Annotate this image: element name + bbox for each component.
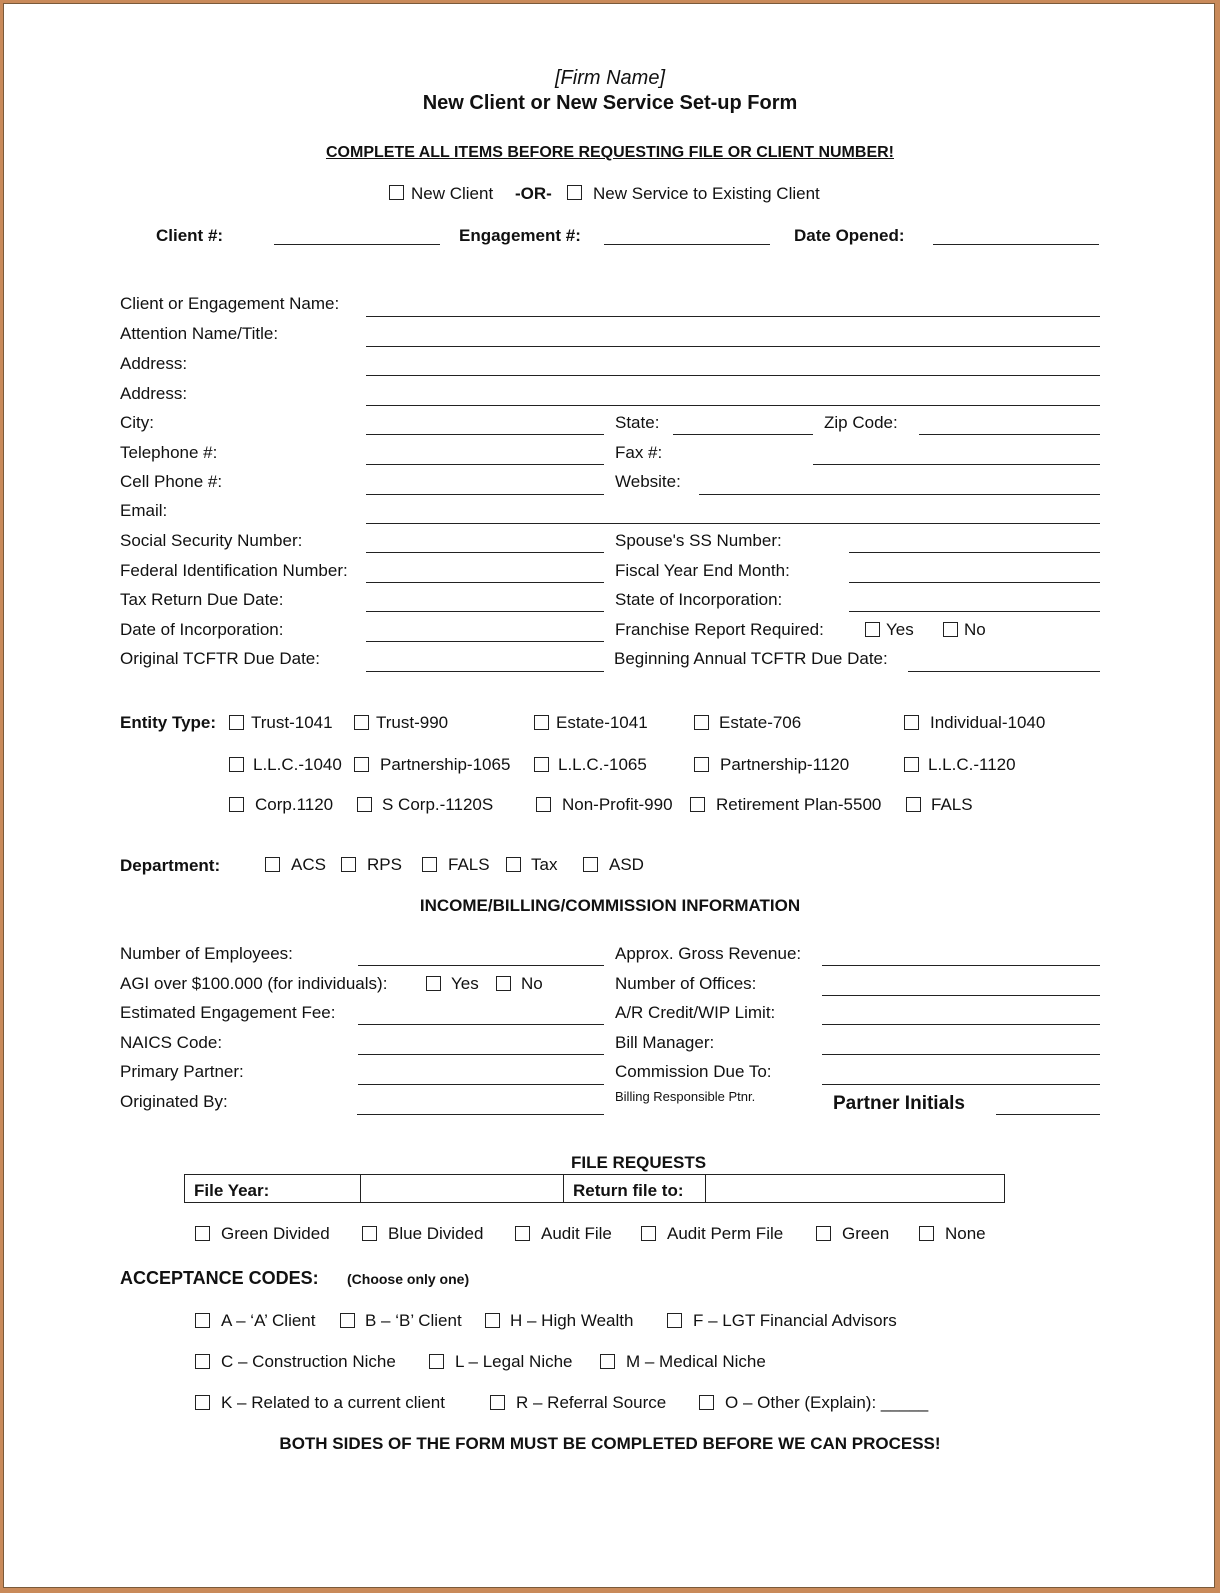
website-field[interactable] [699,494,1100,495]
department-option-label: Tax [531,855,558,874]
file-requests-table [184,1174,1005,1203]
file-request-checkbox[interactable] [515,1226,530,1241]
acceptance-option-label: H – High Wealth [510,1311,634,1330]
begin-tcftr-label: Beginning Annual TCFTR Due Date: [614,649,888,668]
entity-checkbox[interactable] [534,757,549,772]
acceptance-checkbox[interactable] [195,1313,210,1328]
file-request-label: Audit File [541,1224,612,1243]
naics-field[interactable] [358,1054,604,1055]
entity-checkbox[interactable] [690,797,705,812]
telephone-field[interactable] [366,464,604,465]
entity-checkbox[interactable] [904,757,919,772]
new-service-label: New Service to Existing Client [593,184,820,203]
billing-ptnr-label: Billing Responsible Ptnr. [615,1089,756,1104]
department-option-label: ASD [609,855,644,874]
entity-option-label: Individual-1040 [930,713,1046,732]
entity-option-label: Corp.1120 [255,795,334,814]
firm-name: [Firm Name] [555,67,665,89]
entity-checkbox[interactable] [229,797,244,812]
entity-checkbox[interactable] [694,757,709,772]
file-year-label: File Year: [194,1181,270,1200]
return-to-label: Return file to: [573,1181,684,1200]
franchise-no-checkbox[interactable] [943,622,958,637]
originated-label: Originated By: [120,1092,228,1111]
entity-checkbox[interactable] [354,757,369,772]
form-page [3,3,1215,1588]
new-service-checkbox[interactable] [567,185,582,200]
bill-manager-field[interactable] [822,1054,1100,1055]
zip-field[interactable] [919,434,1100,435]
department-option-label: FALS [448,855,490,874]
file-request-checkbox[interactable] [816,1226,831,1241]
city-label: City: [120,413,154,432]
cell-phone-field[interactable] [366,494,604,495]
client-name-label: Client or Engagement Name: [120,294,340,313]
commission-label: Commission Due To: [615,1062,772,1081]
return-to-input[interactable] [706,1175,1004,1202]
entity-option-label: Partnership-1120 [720,755,850,774]
fax-field[interactable] [813,464,1100,465]
entity-option-label: FALS [931,795,973,814]
begin-tcftr-field[interactable] [908,671,1100,672]
entity-option-label: Retirement Plan-5500 [716,795,882,814]
attention-label: Attention Name/Title: [120,324,279,343]
file-request-checkbox[interactable] [362,1226,377,1241]
acceptance-option-label: L – Legal Niche [455,1352,573,1371]
fein-field[interactable] [366,582,604,583]
franchise-yes-label: Yes [886,620,914,639]
franchise-label: Franchise Report Required: [615,620,824,639]
orig-tcftr-field[interactable] [366,671,604,672]
department-checkbox[interactable] [583,857,598,872]
city-field[interactable] [366,434,604,435]
originated-field[interactable] [357,1114,604,1115]
address2-field[interactable] [366,405,1100,406]
fax-label: Fax #: [615,443,663,462]
offices-field[interactable] [822,995,1100,996]
spouse-ssn-label: Spouse's SS Number: [615,531,782,550]
franchise-yes-checkbox[interactable] [865,622,880,637]
file-request-label: Audit Perm File [667,1224,784,1243]
ar-limit-field[interactable] [822,1024,1100,1025]
partner-initials-field[interactable] [996,1114,1100,1115]
entity-option-label: Estate-706 [719,713,802,732]
client-name-field[interactable] [366,316,1100,317]
file-year-input[interactable] [361,1175,564,1202]
acceptance-option-label: B – ‘B’ Client [365,1311,462,1330]
file-request-label: None [945,1224,986,1243]
department-option-label: ACS [291,855,326,874]
engagement-number-label: Engagement #: [459,226,581,245]
acceptance-checkbox[interactable] [485,1313,500,1328]
address1-field[interactable] [366,375,1100,376]
file-request-checkbox[interactable] [195,1226,210,1241]
est-fee-field[interactable] [358,1024,604,1025]
acceptance-checkbox[interactable] [667,1313,682,1328]
department-checkbox[interactable] [341,857,356,872]
file-request-checkbox[interactable] [641,1226,656,1241]
entity-checkbox[interactable] [536,797,551,812]
agi-yes-checkbox[interactable] [426,976,441,991]
department-label: Department: [120,856,221,875]
client-number-label: Client #: [156,226,224,245]
file-request-label: Green Divided [221,1224,330,1243]
agi-no-checkbox[interactable] [496,976,511,991]
new-client-checkbox[interactable] [389,185,404,200]
primary-partner-label: Primary Partner: [120,1062,244,1081]
agi-no-label: No [521,974,543,993]
state-label: State: [615,413,660,432]
file-request-label: Blue Divided [388,1224,484,1243]
fein-label: Federal Identification Number: [120,561,348,580]
entity-option-label: Partnership-1065 [380,755,511,774]
state-field[interactable] [673,434,813,435]
department-checkbox[interactable] [422,857,437,872]
acceptance-checkbox[interactable] [699,1395,714,1410]
entity-option-label: Trust-1041 [251,713,333,732]
offices-label: Number of Offices: [615,974,757,993]
ssn-label: Social Security Number: [120,531,303,550]
instruction: COMPLETE ALL ITEMS BEFORE REQUESTING FILE OR CLIENT NUMBER! [325,144,894,161]
ar-limit-label: A/R Credit/WIP Limit: [615,1003,776,1022]
website-label: Website: [615,472,681,491]
department-checkbox[interactable] [265,857,280,872]
or-label: -OR- [515,184,552,203]
entity-checkbox[interactable] [904,715,919,730]
entity-option-label: S Corp.-1120S [382,795,494,814]
acceptance-checkbox[interactable] [490,1395,505,1410]
file-year-cell [185,1175,361,1202]
acceptance-checkbox[interactable] [429,1354,444,1369]
department-option-label: RPS [367,855,402,874]
naics-label: NAICS Code: [120,1033,223,1052]
agi-label: AGI over $100.000 (for individuals): [120,974,388,993]
spouse-ssn-field[interactable] [849,552,1100,553]
acceptance-checkbox[interactable] [195,1354,210,1369]
acceptance-note: (Choose only one) [347,1271,470,1287]
acceptance-option-label: K – Related to a current client [221,1393,445,1412]
date-inc-label: Date of Incorporation: [120,620,284,639]
return-to-cell [564,1175,706,1202]
attention-field[interactable] [366,346,1100,347]
acceptance-option-label: O – Other (Explain): _____ [725,1393,929,1412]
client-number-field[interactable] [274,244,440,245]
cell-phone-label: Cell Phone #: [120,472,223,491]
franchise-no-label: No [964,620,986,639]
state-inc-field[interactable] [849,611,1100,612]
acceptance-heading: ACCEPTANCE CODES: [120,1268,319,1288]
entity-option-label: L.L.C.-1065 [558,755,647,774]
entity-checkbox[interactable] [354,715,369,730]
fiscal-year-field[interactable] [849,582,1100,583]
entity-option-label: Estate-1041 [556,713,648,732]
address1-label: Address: [120,354,188,373]
acceptance-option-label: F – LGT Financial Advisors [693,1311,897,1330]
entity-checkbox[interactable] [694,715,709,730]
entity-option-label: Non-Profit-990 [562,795,673,814]
acceptance-option-label: M – Medical Niche [626,1352,766,1371]
gross-revenue-field[interactable] [822,965,1100,966]
state-inc-label: State of Incorporation: [615,590,783,609]
acceptance-option-label: R – Referral Source [516,1393,667,1412]
email-field[interactable] [366,523,1100,524]
entity-option-label: L.L.C.-1120 [928,755,1016,774]
income-heading: INCOME/BILLING/COMMISSION INFORMATION [419,896,801,915]
file-request-label: Green [842,1224,890,1243]
address2-label: Address: [120,384,188,403]
form-title: New Client or New Service Set-up Form [422,92,798,114]
entity-checkbox[interactable] [906,797,921,812]
file-requests-heading: FILE REQUESTS [571,1153,707,1172]
email-label: Email: [120,501,168,520]
file-request-checkbox[interactable] [919,1226,934,1241]
entity-checkbox[interactable] [357,797,372,812]
primary-partner-field[interactable] [358,1084,604,1085]
acceptance-checkbox[interactable] [195,1395,210,1410]
gross-revenue-label: Approx. Gross Revenue: [615,944,802,963]
employees-field[interactable] [358,965,604,966]
orig-tcftr-label: Original TCFTR Due Date: [120,649,320,668]
entity-checkbox[interactable] [534,715,549,730]
tax-due-field[interactable] [366,611,604,612]
employees-label: Number of Employees: [120,944,293,963]
engagement-number-field[interactable] [604,244,770,245]
department-checkbox[interactable] [506,857,521,872]
entity-option-label: L.L.C.-1040 [253,755,342,774]
zip-label: Zip Code: [824,413,898,432]
ssn-field[interactable] [366,552,604,553]
new-client-label: New Client [411,184,494,203]
entity-option-label: Trust-990 [376,713,449,732]
acceptance-option-label: C – Construction Niche [221,1352,396,1371]
commission-field[interactable] [822,1084,1100,1085]
acceptance-checkbox[interactable] [340,1313,355,1328]
telephone-label: Telephone #: [120,443,218,462]
agi-yes-label: Yes [451,974,479,993]
fiscal-year-label: Fiscal Year End Month: [615,561,790,580]
acceptance-option-label: A – ‘A’ Client [221,1311,316,1330]
est-fee-label: Estimated Engagement Fee: [120,1003,336,1022]
bill-manager-label: Bill Manager: [615,1033,715,1052]
tax-due-label: Tax Return Due Date: [120,590,284,609]
partner-initials-label: Partner Initials [833,1093,965,1114]
date-opened-label: Date Opened: [794,226,905,245]
footer-notice: BOTH SIDES OF THE FORM MUST BE COMPLETED BEFORE WE CAN PROCESS! [279,1434,941,1453]
entity-checkbox[interactable] [229,715,244,730]
entity-checkbox[interactable] [229,757,244,772]
date-inc-field[interactable] [366,641,604,642]
acceptance-checkbox[interactable] [600,1354,615,1369]
entity-type-label: Entity Type: [120,713,217,732]
date-opened-field[interactable] [933,244,1099,245]
